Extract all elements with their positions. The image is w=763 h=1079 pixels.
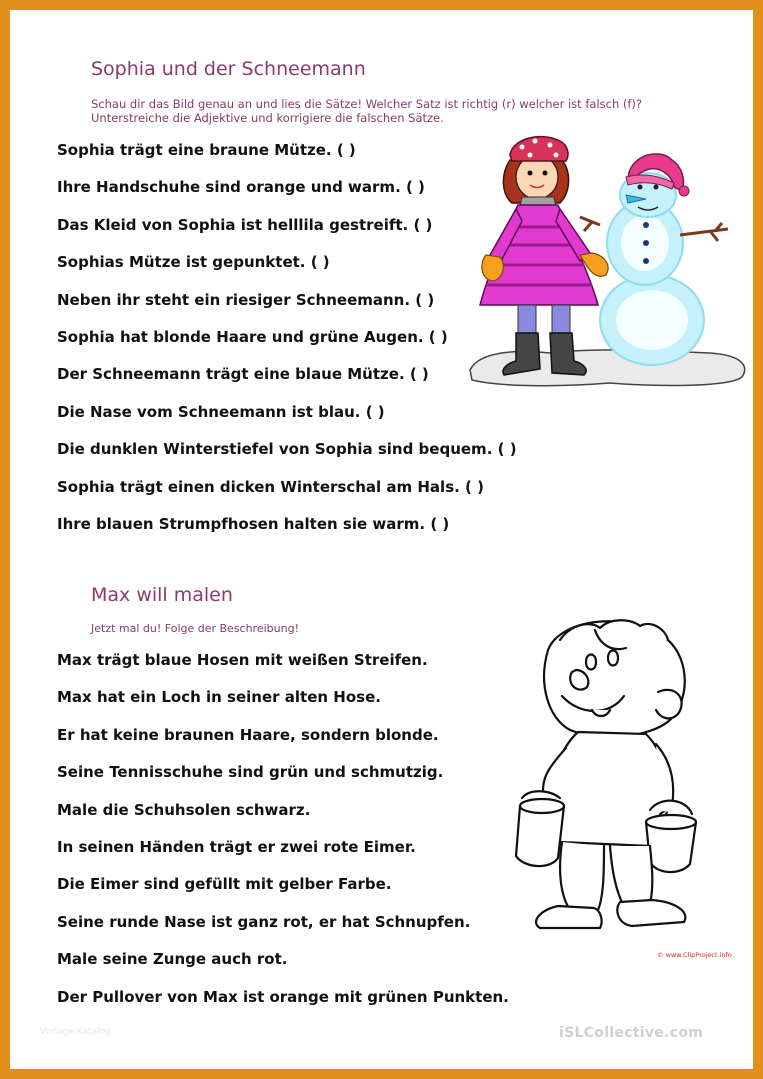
sentence-item: Sophia hat blonde Haare und grüne Augen. ( ) [57, 327, 448, 346]
sophia-snowman-illustration [460, 125, 750, 395]
sentence-item: Ihre Handschuhe sind orange und warm. ( ) [57, 178, 425, 197]
sentence-item: Male seine Zunge auch rot. [57, 950, 288, 969]
sentence-item: Die Eimer sind gefüllt mit gelber Farbe. [57, 875, 392, 894]
sophia-figure [480, 137, 608, 375]
sentence-item: Max trägt blaue Hosen mit weißen Streifen. [57, 651, 428, 669]
sophia-glove-left [482, 255, 504, 281]
sentence-item: Er hat keine braunen Haare, sondern blonde. [57, 725, 439, 744]
sentence-item: Die Nase vom Schneemann ist blau. ( ) [57, 402, 385, 421]
sentence-item: Die dunklen Winterstiefel von Sophia sind bequem. ( ) [57, 440, 517, 459]
sentence-item: Seine Tennisschuhe sind grün und schmutzig. [57, 763, 444, 782]
sentence-item: Sophia trägt eine braune Mütze. ( ) [57, 141, 356, 159]
section2-title: Max will malen [91, 584, 233, 606]
sentence-item: Neben ihr steht ein riesiger Schneemann. ( ) [57, 290, 435, 309]
sentence-item: Das Kleid von Sophia ist helllila gestreift. ( ) [57, 215, 433, 234]
max-coloring-illustration [500, 610, 710, 930]
sentence-item: Sophia trägt einen dicken Winterschal am Hals. ( ) [57, 477, 484, 496]
section1-instruction [91, 97, 642, 125]
section1-instruction-line1: Schau dir das Bild genau an und lies die Sätze! Welcher Satz ist richtig (r) welcher ist falsch (f)? [91, 97, 643, 111]
section1-title: Sophia und der Schneemann [91, 58, 366, 80]
sophia-hat [510, 137, 568, 161]
section1-sentence-list [57, 140, 517, 551]
sentence-item: Der Pullover von Max ist orange mit grünen Punkten. [57, 987, 509, 1006]
sentence-item: Max hat ein Loch in seiner alten Hose. [57, 688, 381, 707]
sentence-item: Male die Schuhsolen schwarz. [57, 800, 311, 819]
sentence-item: Sophias Mütze ist gepunktet. ( ) [57, 253, 330, 272]
watermark-left: Vorlage Katalog [40, 1027, 111, 1037]
sentence-item: Der Schneemann trägt eine blaue Mütze. ( ) [57, 365, 429, 384]
max-nose [570, 670, 588, 690]
section2-sentence-list [57, 650, 509, 1024]
section2-instruction: Jetzt mal du! Folge der Beschreibung! [91, 622, 300, 635]
sentence-item: Seine runde Nase ist ganz rot, er hat Schnupfen. [57, 912, 471, 931]
clipproject-credit: © www.ClipProject.info [657, 951, 732, 959]
sentence-item: In seinen Händen trägt er zwei rote Eimer. [57, 837, 416, 856]
sentence-item: Ihre blauen Strumpfhosen halten sie warm. ( ) [57, 514, 450, 533]
section1-instruction-line2: Unterstreiche die Adjektive und korrigiere die falschen Sätze. [91, 111, 444, 125]
islcollective-watermark: iSLCollective.com [559, 1025, 704, 1041]
